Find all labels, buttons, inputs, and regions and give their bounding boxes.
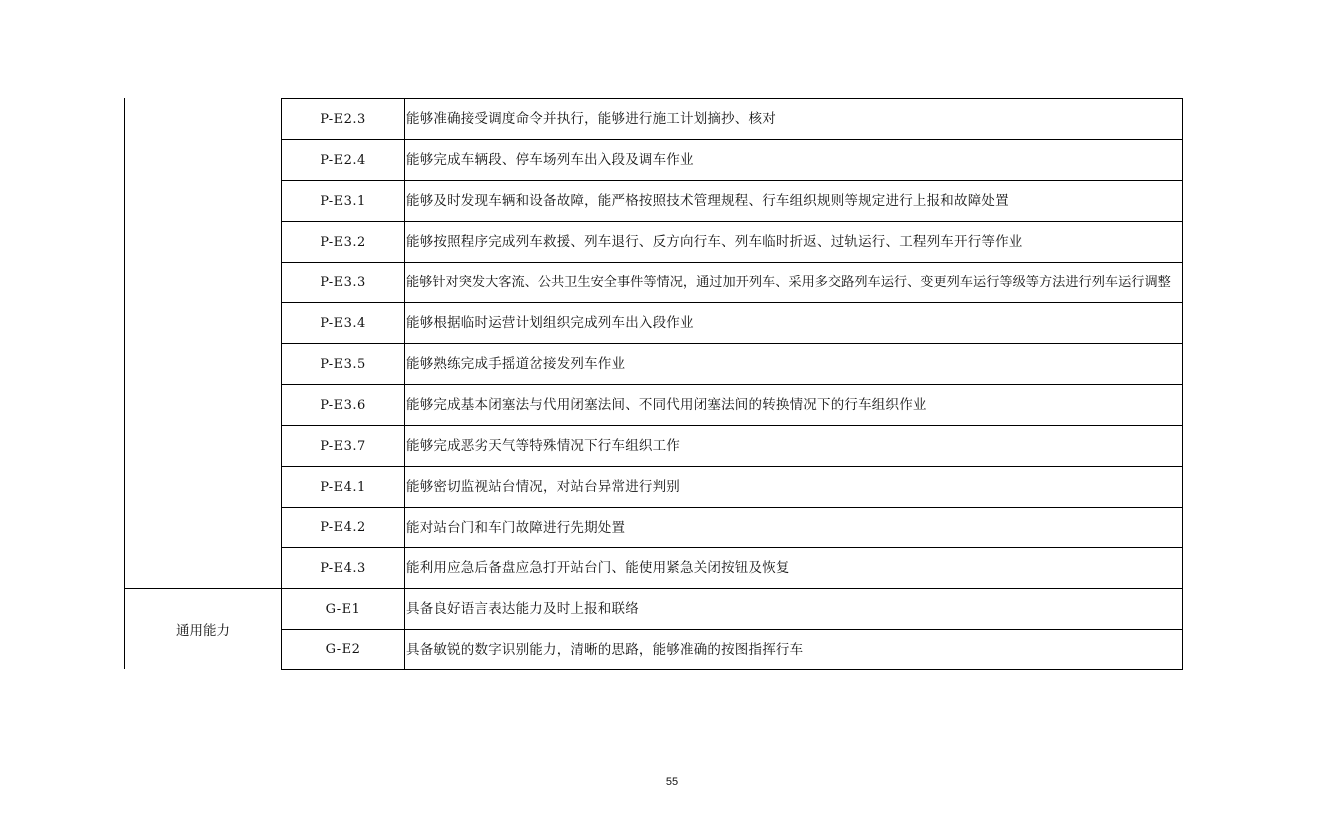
table-left-border <box>124 98 125 669</box>
table-cell-code: P-E2.3 <box>320 111 366 127</box>
page-number: 55 <box>665 776 679 788</box>
table-cell-code: P-E3.3 <box>320 275 366 290</box>
table-cell-desc: 能对站台门和车门故障进行先期处置 <box>406 519 626 536</box>
table-cell-desc: 能够密切监视站台情况，对站台异常进行判别 <box>406 479 680 495</box>
table-cell-desc: 能够根据临时运营计划组织完成列车出入段作业 <box>406 315 694 331</box>
table-cell-desc: 能够准确接受调度命令并执行，能够进行施工计划摘抄、核对 <box>406 111 776 127</box>
table-cell-desc: 能够按照程序完成列车救援、列车退行、反方向行车、列车临时折返、过轨运行、工程列车开行等作业 <box>406 234 1023 250</box>
table-cell-desc: 能够完成基本闭塞法与代用闭塞法间、不同代用闭塞法间的转换情况下的行车组织作业 <box>406 397 927 413</box>
table-cell-code: G-E1 <box>325 601 361 617</box>
table-cell-desc: 能利用应急后备盘应急打开站台门、能使用紧急关闭按钮及恢复 <box>406 560 790 576</box>
table-cell-code: P-E3.7 <box>320 438 366 454</box>
table-cell-code: P-E2.4 <box>320 152 366 168</box>
table-cell-code: P-E3.4 <box>320 315 366 331</box>
table-cell-code: P-E3.1 <box>320 193 366 209</box>
table-cell-code: P-E4.2 <box>320 520 366 535</box>
table-cell-code: G-E2 <box>325 642 361 657</box>
table-cell-code: P-E3.6 <box>320 397 366 413</box>
table-cell-code: P-E4.1 <box>320 479 366 495</box>
table-bottom-border <box>281 669 1183 670</box>
table-cell-code: P-E4.3 <box>320 560 366 576</box>
table-cell-desc: 具备良好语言表达能力及时上报和联络 <box>406 601 639 617</box>
table-cell-desc: 能够完成车辆段、停车场列车出入段及调车作业 <box>406 152 694 168</box>
table-cell-desc: 能够及时发现车辆和设备故障，能严格按照技术管理规程、行车组织规则等规定进行上报和故障处置 <box>406 193 1009 209</box>
table-cell-desc: 能够熟练完成手摇道岔接发列车作业 <box>406 356 626 372</box>
table-cell-desc: 能够针对突发大客流、公共卫生安全事件等情况，通过加开列车、采用多交路列车运行、变更列车运行等级等方法进行列车运行调整 <box>406 275 1171 290</box>
table-cell-desc: 具备敏锐的数字识别能力，清晰的思路，能够准确的按图指挥行车 <box>406 641 804 658</box>
table-cell-code: P-E3.2 <box>320 234 366 250</box>
category-cell-general: 通用能力 <box>176 623 230 639</box>
table-cell-desc: 能够完成恶劣天气等特殊情况下行车组织工作 <box>406 438 680 454</box>
table-cell-code: P-E3.5 <box>320 356 366 372</box>
